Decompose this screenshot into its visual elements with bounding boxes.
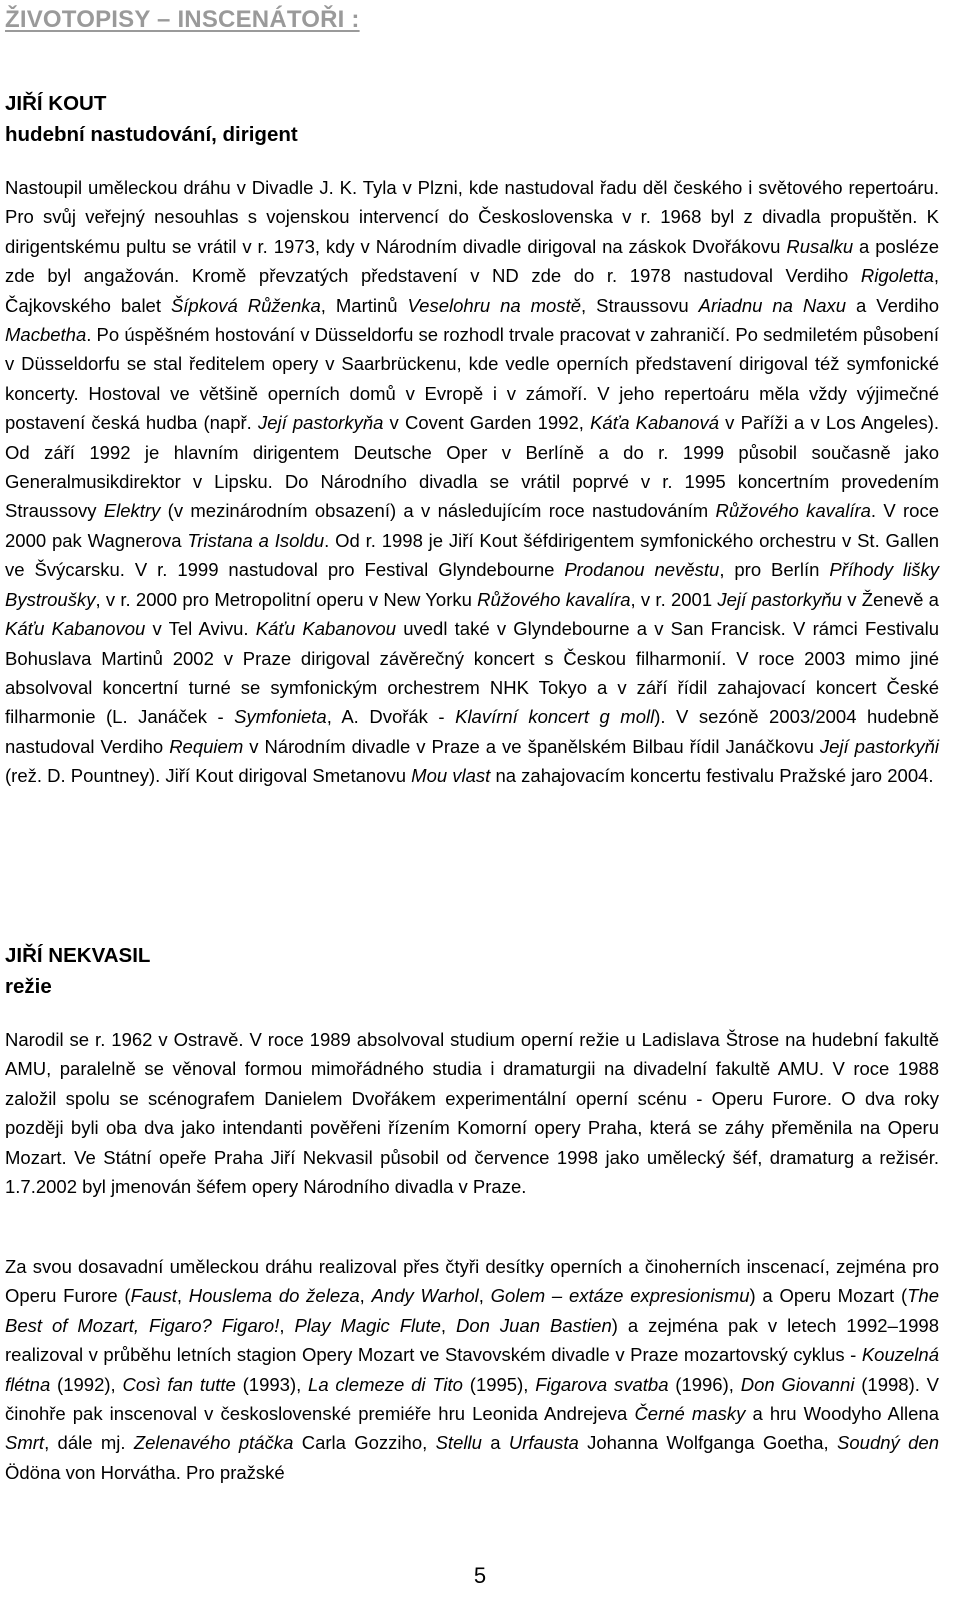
bio-header-jiri-kout — [5, 88, 939, 150]
bio-paragraph: Nastoupil uměleckou dráhu v Divadle J. K. Tyla v Plzni, kde nastudoval řadu děl českého i světového repertoáru. Pro svůj veřejný nesouhlas s vojenskou intervencí do Československa v r. 1968 byl z divadla propuštěn. K dirigentskému pultu se vrátil v r. 1973, kdy v Národním divadle dirigoval na záskok Dvořákovu Rusalku a posléze zde byl angažován. Kromě převzatých představení v ND zde do r. 1978 nastudoval Verdiho Rigoletta, Čajkovského balet Šípková Růženka, Martinů Veselohru na mostě, Straussovu Ariadnu na Naxu a Verdiho Macbetha. Po úspěšném hostování v Düsseldorfu se rozhodl trvale pracovat v zahraničí. Po sedmiletém působení v Düsseldorfu se stal ředitelem opery v Saarbrückenu, kde vedle operních představení dirigoval též symfonické koncerty. Hostoval ve většině operních domů v Evropě i v zámoří. V jeho repertoáru měla vždy výjimečné postavení česká hudba (např. Její pastorkyňa v Covent Garden 1992, Káťa Kabanová v Paříži a v Los Angeles). Od září 1992 je hlavním dirigentem Deutsche Oper v Berlíně a do r. 1999 působil současně jako Generalmusikdirektor v Lipsku. Do Národního divadla se vrátil poprvé v r. 1995 koncertním provedením Straussovy Elektry (v mezinárodním obsazení) a v následujícím roce nastudováním Růžového kavalíra. V roce 2000 pak Wagnerova Tristana a Isoldu. Od r. 1998 je Jiří Kout šéfdirigentem symfonického orchestru v St. Gallen ve Švýcarsku. V r. 1999 nastudoval pro Festival Glyndebourne Prodanou nevěstu, pro Berlín Příhody lišky Bystroušky, v r. 2000 pro Metropolitní operu v New Yorku Růžového kavalíra, v r. 2001 Její pastorkyňu v Ženevě a Káťu Kabanovou v Tel Avivu. Káťu Kabanovou uvedl také v Glyndebourne a v San Francisk. V rámci Festivalu Bohuslava Martinů 2002 v Praze dirigoval závěrečný koncert s Českou filharmonií. V roce 2003 mimo jiné absolvoval koncertní turné se symfonickým orchestrem NHK Tokyo a v září řídil zahajovací koncert České filharmonie (L. Janáček - Symfonieta, A. Dvořák - Klavírní koncert g moll). V sezóně 2003/2004 hudebně nastudoval Verdiho Requiem v Národním divadle v Praze a ve španělském Bilbau řídil Janáčkovu Její pastorkyňi (rež. D. Pountney). Jiří Kout dirigoval Smetanovu Mou vlast na zahajovacím koncertu festivalu Pražské jaro 2004. — [5, 177, 940, 787]
bio-header-jiri-nekvasil — [5, 940, 939, 1002]
bio-paragraph: Narodil se r. 1962 v Ostravě. V roce 1989 absolvoval studium operní režie u Ladislava Štrose na hudební fakultě AMU, paralelně se věnoval formou mimořádného studia i dramaturgii na divadelní fakultě AMU. V roce 1988 založil spolu se scénografem Danielem Dvořákem experimentální operní scénu - Operu Furore. O dva roky později byli oba dva jako intendanti pověřeni řízením Komorní opery Praha, která se záhy přeměnila na Operu Mozart. Ve Státní opeře Praha Jiří Nekvasil působil od července 1998 jako umělecký šéf, dramaturg a režisér. 1.7.2002 byl jmenován šéfem opery Národního divadla v Praze. — [5, 1029, 939, 1198]
person-role: hudební nastudování, dirigent — [5, 123, 298, 146]
person-role: režie — [5, 975, 52, 998]
page-number: 5 — [473, 1563, 487, 1588]
person-name: JIŘÍ KOUT — [5, 92, 107, 115]
bio-paragraph: Za svou dosavadní uměleckou dráhu realizoval přes čtyři desítky operních a činoherních inscenací, zejména pro Operu Furore (Faust, Houslema do železa, Andy Warhol, Golem – extáze expresionismu) a Operu Mozart (The Best of Mozart, Figaro? Figaro!, Play Magic Flute, Don Juan Bastien) a zejména pak v letech 1992–1998 realizoval v průběhu letních stagion Opery Mozart ve Stavovském divadle v Praze mozartovský cyklus - Kouzelná flétna (1992), Così fan tutte (1993), La clemeze di Tito (1995), Figarova svatba (1996), Don Giovanni (1998). V činohře pak inscenoval v československé premiéře hru Leonida Andrejeva Černé masky a hru Woodyho Allena Smrt, dále mj. Zelenavého ptáčka Carla Gozziho, Stellu a Urfausta Johanna Wolfganga Goetha, Soudný den Ödöna von Horvátha. Pro pražské — [5, 1256, 940, 1483]
document-title: ŽIVOTOPISY – INSCENÁTOŘI : — [5, 6, 360, 33]
person-name: JIŘÍ NEKVASIL — [5, 944, 151, 967]
